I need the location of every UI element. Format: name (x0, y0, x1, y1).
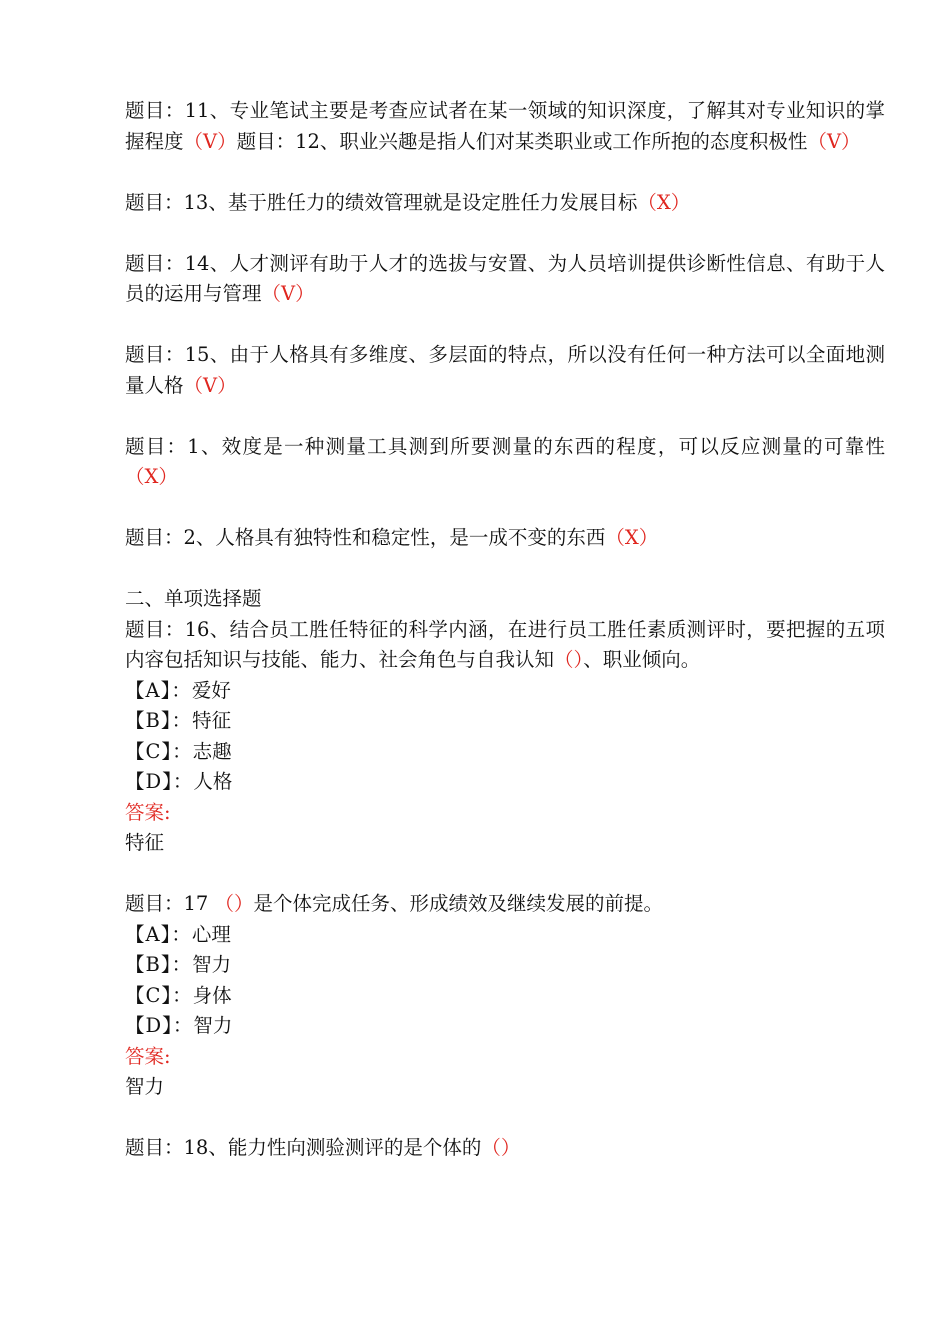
question-text: 、职业倾向。 (583, 648, 701, 671)
option-label: 【B】： (125, 709, 193, 732)
question-text: 题目：12、职业兴趣是指人们对某类职业或工作所抱的态度积极性 (236, 129, 808, 153)
answer-label: 答案: (125, 1044, 171, 1068)
question-text: 题目：15、由于人格具有多维度、多层面的特点，所以没有任何一种方法可以全面地测量人格 (125, 343, 885, 397)
option-text: 身体 (192, 983, 232, 1007)
option-text: 智力 (192, 953, 232, 976)
option-label: 【A】： (125, 678, 192, 702)
true-false-question-15 (125, 340, 885, 401)
answer-label: 答案: (125, 800, 171, 824)
question-text: 题目：13、基于胜任力的绩效管理就是设定胜任力发展目标 (125, 190, 638, 214)
answer-blank: （） (554, 648, 584, 671)
option-label: 【C】： (125, 983, 193, 1007)
question-stem (125, 615, 885, 676)
option-label: 【D】： (125, 1014, 194, 1037)
true-false-question-13 (125, 188, 885, 219)
answer-mark: （X） (605, 526, 659, 549)
question-text: 题目：11、专业笔试主要是考查应试者在某一领域的知识深度，了解其对专业知识的掌握程度 (125, 99, 885, 153)
option-d (125, 767, 885, 798)
answer-mark: （V） (183, 373, 237, 397)
option-label: 【C】： (125, 739, 193, 763)
option-text: 爱好 (191, 678, 231, 702)
answer-value: 智力 (125, 1075, 165, 1098)
option-text: 人格 (193, 770, 233, 793)
question-text: 是个体完成任务、形成绩效及继续发展的前提。 (253, 892, 664, 915)
answer-mark: （V） (807, 129, 861, 153)
choice-question-17 (125, 889, 885, 1103)
option-text: 智力 (193, 1014, 233, 1037)
true-false-question-1 (125, 432, 885, 493)
section-title: 二、单项选择题 (125, 587, 262, 610)
option-b (125, 950, 885, 981)
answer-value: 特征 (125, 831, 165, 854)
option-label: 【A】： (125, 922, 192, 946)
question-text: 题目：1、效度是一种测量工具测到所要测量的东西的程度，可以反应测量的可靠性 (125, 434, 885, 458)
option-d (125, 1011, 885, 1042)
answer-blank: （） (214, 892, 254, 915)
option-c (125, 737, 885, 768)
option-text: 特征 (192, 709, 232, 732)
true-false-question-2 (125, 523, 885, 554)
question-text: 题目：18、能力性向测验测评的是个体的 (125, 1136, 482, 1159)
option-a (125, 676, 885, 707)
question-stem (125, 889, 885, 920)
option-label: 【D】： (125, 770, 194, 793)
true-false-question-14 (125, 249, 885, 310)
answer-blank: （） (481, 1136, 521, 1159)
option-a (125, 920, 885, 951)
answer-mark: （X） (125, 465, 178, 488)
option-c (125, 981, 885, 1012)
choice-question-16 (125, 615, 885, 859)
question-text: 题目：17 (125, 892, 215, 915)
option-label: 【B】： (125, 953, 193, 976)
option-text: 心理 (191, 922, 231, 946)
question-text: 题目：14、人才测评有助于人才的选拔与安置、为人员培训提供诊断性信息、有助于人员的运用与管理 (125, 251, 885, 305)
option-b (125, 706, 885, 737)
question-text: 题目：2、人格具有独特性和稳定性，是一成不变的东西 (125, 526, 606, 549)
choice-question-18 (125, 1133, 885, 1164)
question-text: 题目：16、结合员工胜任特征的科学内涵，在进行员工胜任素质测评时，要把握的五项内容包括知识与技能、能力、社会角色与自我认知 (125, 617, 885, 671)
true-false-question-11-12 (125, 96, 885, 157)
answer-mark: （X） (637, 190, 691, 214)
answer-mark: （V） (183, 129, 237, 153)
option-text: 志趣 (192, 739, 232, 763)
question-stem (125, 1133, 885, 1164)
answer-mark: （V） (261, 282, 315, 305)
document-page (125, 96, 885, 1164)
